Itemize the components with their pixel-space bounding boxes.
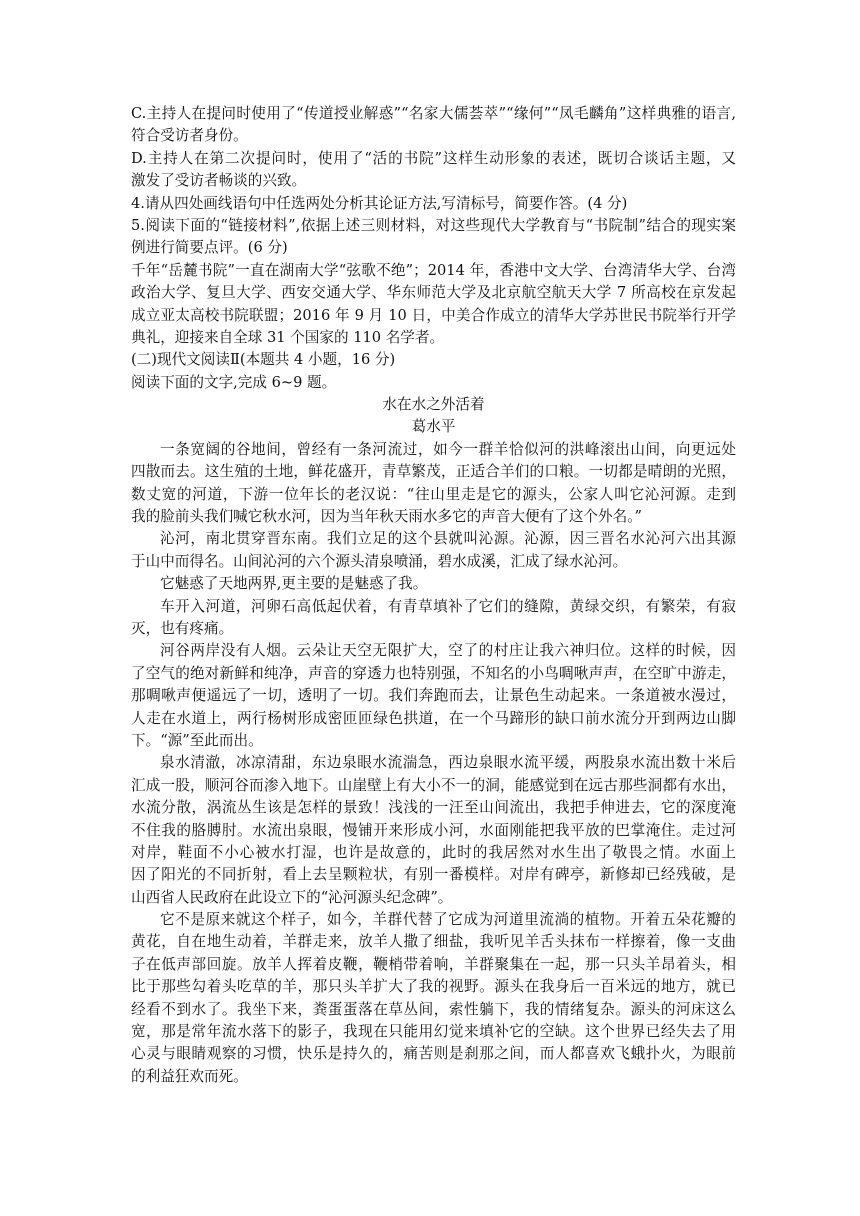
- article-title: 水在水之外活着: [382, 396, 485, 414]
- article-paragraph: [131, 909, 736, 1088]
- paragraph-line: 河谷两岸没有人烟。云朵让天空无限扩大，空了的村庄让我六神归位。这样的时候，因: [160, 642, 736, 660]
- question-d: [131, 148, 736, 193]
- paragraph-line: 黄花，自在地生动着，羊群走来，放羊人撒了细盐，我听见羊舌头抹布一样擦着，像一支曲: [131, 933, 736, 951]
- article-paragraph: [131, 439, 736, 529]
- question-5: [131, 215, 736, 260]
- link-material-line: 成立亚太高校书院联盟；2016 年 9 月 10 日，中美合作成立的清华大学苏世民书院举行开学: [131, 306, 736, 324]
- paragraph-line: 比于那些勾着头吃草的羊，那只头羊扩大了我的视野。源头在我身后一百米远的地方，就已: [131, 978, 736, 996]
- question-5-line: 5.阅读下面的“链接材料”,依据上述三则材料，对这些现代大学教育与“书院制”结合的现实案: [131, 216, 736, 234]
- paragraph-line: 心灵与眼睛观察的习惯，快乐是持久的，痛苦则是刹那之间，而人都喜欢飞蛾扑火，为眼前: [131, 1045, 736, 1063]
- question-c: [131, 103, 736, 148]
- paragraph-line: 它魅惑了天地两界,更主要的是魅惑了我。: [160, 575, 428, 593]
- paragraph-line: 子在低声部回旋。放羊人挥着皮鞭，鞭梢带着响，羊群聚集在一起，那一只头羊昂着头，相: [131, 955, 736, 973]
- question-4: 4.请从四处画线语句中任选两处分析其论证方法,写清标号，简要作答。(4 分): [131, 194, 628, 212]
- paragraph-line: 人走在水道上，两行杨树形成密匝匝绿色拱道，在一个马蹄形的缺口前水流分开到两边山脚: [131, 709, 736, 727]
- paragraph-line: 了空气的绝对新鲜和纯净，声音的穿透力也特别强，不知名的小鸟啁啾声声，在空旷中游走，: [131, 664, 736, 682]
- paragraph-line: 汇成一股，顺河谷而渗入地下。山崖壁上有大小不一的洞，能感觉到在远古那些洞都有水出，: [131, 776, 736, 794]
- paragraph-line: 宽，那是常年流水落下的影子，我现在只能用幻觉来填补它的空缺。这个世界已经失去了用: [131, 1023, 736, 1041]
- link-material-line: 典礼，迎接来自全球 31 个国家的 110 名学者。: [131, 328, 445, 346]
- paragraph-line: 四散而去。这生殖的土地，鲜花盛开，青草繁茂，正适合羊们的口粮。一切都是晴朗的光照，: [131, 463, 736, 481]
- link-material-line: 政治大学、复旦大学、西安交通大学、华东师范大学及北京航空航天大学 7 所高校在京发起: [131, 284, 736, 302]
- paragraph-line: 我的脸前头我们喊它秋水河，因为当年秋天雨水多它的声音大便有了这个外名。”: [131, 508, 642, 526]
- article-paragraph: [131, 528, 736, 573]
- paragraph-line: 泉水清澈，冰凉清甜，东边泉眼水流湍急，西边泉眼水流平缓，两股泉水流出数十米后: [160, 754, 736, 772]
- paragraph-line: 不住我的胳膊肘。水流出泉眼，慢铺开来形成小河，水面刚能把我平放的巴掌淹住。走过河: [131, 821, 736, 839]
- paragraph-line: 于山中而得名。山间沁河的六个源头清泉喷涌，碧水成溪，汇成了绿水沁河。: [131, 552, 628, 570]
- section-heading: (二)现代文阅读Ⅱ(本题共 4 小题，16 分): [131, 351, 396, 369]
- paragraph-line: 沁河，南北贯穿晋东南。我们立足的这个县就叫沁源。沁源，因三晋名水沁河六出其源: [160, 530, 736, 548]
- paragraph-line: 水流分散，涡流丛生该是怎样的景致！浅浅的一汪至山间流出，我把手伸进去，它的深度淹: [131, 799, 736, 817]
- question-d-line: D.主持人在第二次提问时，使用了“活的书院”这样生动形象的表述，既切合谈话主题，又: [131, 149, 736, 167]
- article-paragraph: [131, 573, 736, 595]
- paragraph-line: 因了阳光的不同折射，看上去呈颗粒状，有别一番模样。对岸有碑亭，新修却已经残破，是: [131, 866, 736, 884]
- paragraph-line: 对岸，鞋面不小心被水打湿，也许是故意的，此时的我居然对水生出了敬畏之情。水面上: [131, 843, 736, 861]
- paragraph-line: 那啁啾声便遥远了一切，透明了一切。我们奔跑而去，让景色生动起来。一条道被水漫过，: [131, 687, 736, 705]
- article-author: 葛水平: [411, 418, 456, 436]
- link-material-line: 千年“岳麓书院”一直在湖南大学“弦歌不绝”；2014 年，香港中文大学、台湾清华大学、台湾: [131, 261, 736, 279]
- paragraph-line: 灭，也有疼痛。: [131, 619, 234, 637]
- paragraph-line: 它不是原来就这个样子，如今，羊群代替了它成为河道里流淌的植物。开着五朵花瓣的: [160, 911, 736, 929]
- question-c-line: 符合受访者身份。: [131, 127, 248, 145]
- paragraph-line: 一条宽阔的谷地间，曾经有一条河流过，如今一群羊恰似河的洪峰滚出山间，向更远处: [160, 440, 736, 458]
- article-paragraph: [131, 640, 736, 752]
- article-paragraph: [131, 596, 736, 641]
- question-d-line: 激发了受访者畅谈的兴致。: [131, 172, 307, 190]
- reading-instruction: 阅读下面的文字,完成 6~9 题。: [131, 373, 337, 391]
- exam-page: [131, 103, 736, 1088]
- question-c-line: C.主持人在提问时使用了“传道授业解惑”“名家大儒荟萃”“缘何”“凤毛麟角”这样典雅的语言,: [131, 105, 736, 122]
- article-paragraph: [131, 752, 736, 909]
- paragraph-line: 的利益狂欢而死。: [131, 1067, 248, 1085]
- paragraph-line: 车开入河道，河卵石高低起伏着，有青草填补了它们的缝隙，黄绿交织，有繁荣，有寂: [160, 597, 736, 615]
- question-5-line: 例进行简要点评。(6 分): [131, 239, 288, 257]
- link-material: [131, 260, 736, 350]
- paragraph-line: 数丈宽的河道，下游一位年长的老汉说：“往山里走是它的源头，公家人叫它沁河源。走到: [131, 485, 736, 503]
- paragraph-line: 下。“源”至此而出。: [131, 731, 263, 749]
- paragraph-line: 经看不到水了。我坐下来，粪蛋蛋落在草丛间，索性躺下，我的情绪复杂。源头的河床这么: [131, 1000, 736, 1018]
- paragraph-line: 山西省人民政府在此设立下的“沁河源头纪念碑”。: [131, 888, 453, 906]
